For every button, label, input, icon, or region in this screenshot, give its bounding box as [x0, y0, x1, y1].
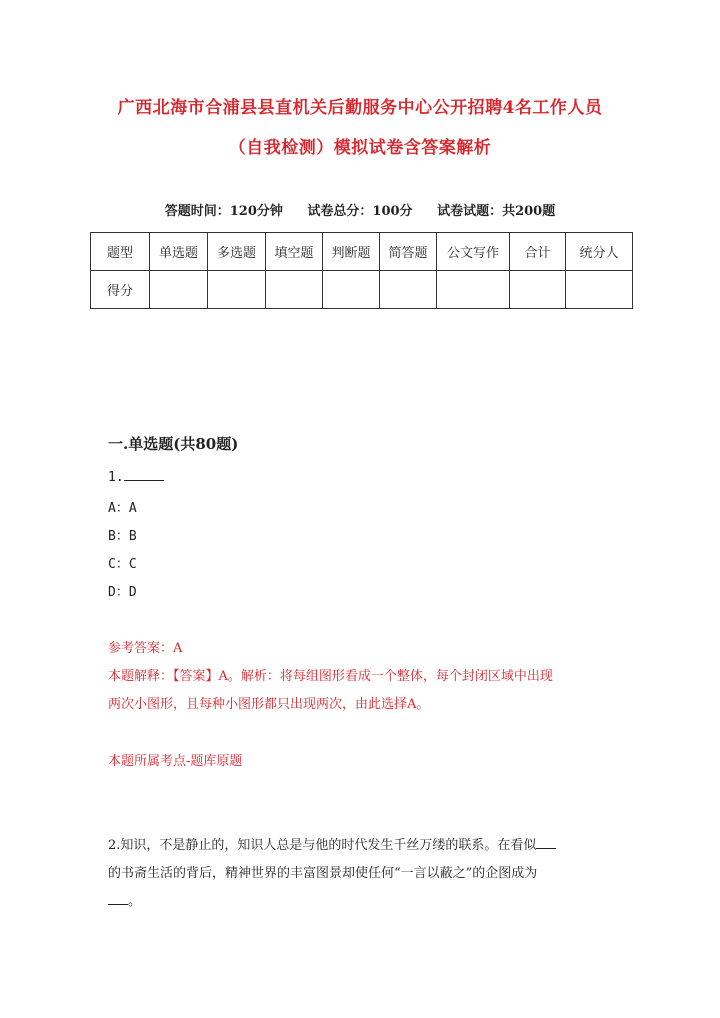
exam-question-count: 试卷试题：共200题: [437, 204, 556, 219]
question-1-explanation-line-2: 两次小图形，且每种小图形都只出现两次，由此选择A。: [108, 697, 430, 712]
score-table-header-cell: 统分人: [566, 233, 633, 271]
question-1-explanation-line-1: 本题解释：【答案】A。解析：将每组图形看成一个整体，每个封闭区域中出现: [108, 669, 553, 684]
score-cell: [566, 271, 633, 309]
answer-blank: [108, 892, 128, 905]
score-cell: [380, 271, 437, 309]
question-1-option-d: D：D: [108, 585, 137, 600]
score-table-header-cell: 多选题: [208, 233, 266, 271]
question-2-text-3: 。: [128, 894, 142, 909]
score-table-header-cell: 公文写作: [437, 233, 510, 271]
score-table-score-row: [91, 271, 633, 309]
question-2-line-2: 的书斋生活的背后，精神世界的丰富图景却使任何“一言以蔽之”的企图成为: [108, 866, 538, 881]
score-table-header-row: [91, 233, 633, 271]
score-table-row-label: 得分: [91, 271, 150, 309]
score-cell: [510, 271, 566, 309]
score-cell: [266, 271, 323, 309]
question-1-option-c: C：C: [108, 557, 137, 572]
exam-info: [0, 200, 720, 219]
question-1-source: 本题所属考点-题库原题: [108, 754, 243, 769]
answer-blank: [536, 836, 556, 849]
score-cell: [323, 271, 380, 309]
score-cell: [208, 271, 266, 309]
question-2-text-1: 2.知识，不是静止的，知识人总是与他的时代发生千丝万缕的联系。在看似: [108, 838, 537, 853]
answer-blank: [124, 468, 164, 481]
question-2-line-3: [108, 890, 618, 909]
score-table-header-cell: 填空题: [266, 233, 323, 271]
score-cell: [150, 271, 208, 309]
question-1-number: 1.: [108, 470, 124, 485]
question-1-option-a: A：A: [108, 501, 137, 516]
score-table-header-cell: 单选题: [150, 233, 208, 271]
document-title-line-2: （自我检测）模拟试卷含答案解析: [228, 138, 492, 158]
document-title-line-1: 广西北海市合浦县县直机关后勤服务中心公开招聘4名工作人员: [117, 98, 603, 118]
score-cell: [437, 271, 510, 309]
exam-time: 答题时间：120分钟: [164, 204, 283, 219]
question-2-line-1: [108, 834, 618, 853]
section-title: 一.单选题(共80题): [108, 435, 239, 453]
score-table: [90, 232, 633, 309]
question-1-stem: [108, 468, 164, 485]
score-table-header-cell: 题型: [91, 233, 150, 271]
score-table-header-cell: 判断题: [323, 233, 380, 271]
question-1-answer: 参考答案：A: [108, 641, 183, 656]
exam-total-score: 试卷总分：100分: [307, 204, 413, 219]
score-table-header-cell: 合计: [510, 233, 566, 271]
score-table-header-cell: 简答题: [380, 233, 437, 271]
question-1-option-b: B：B: [108, 529, 137, 544]
